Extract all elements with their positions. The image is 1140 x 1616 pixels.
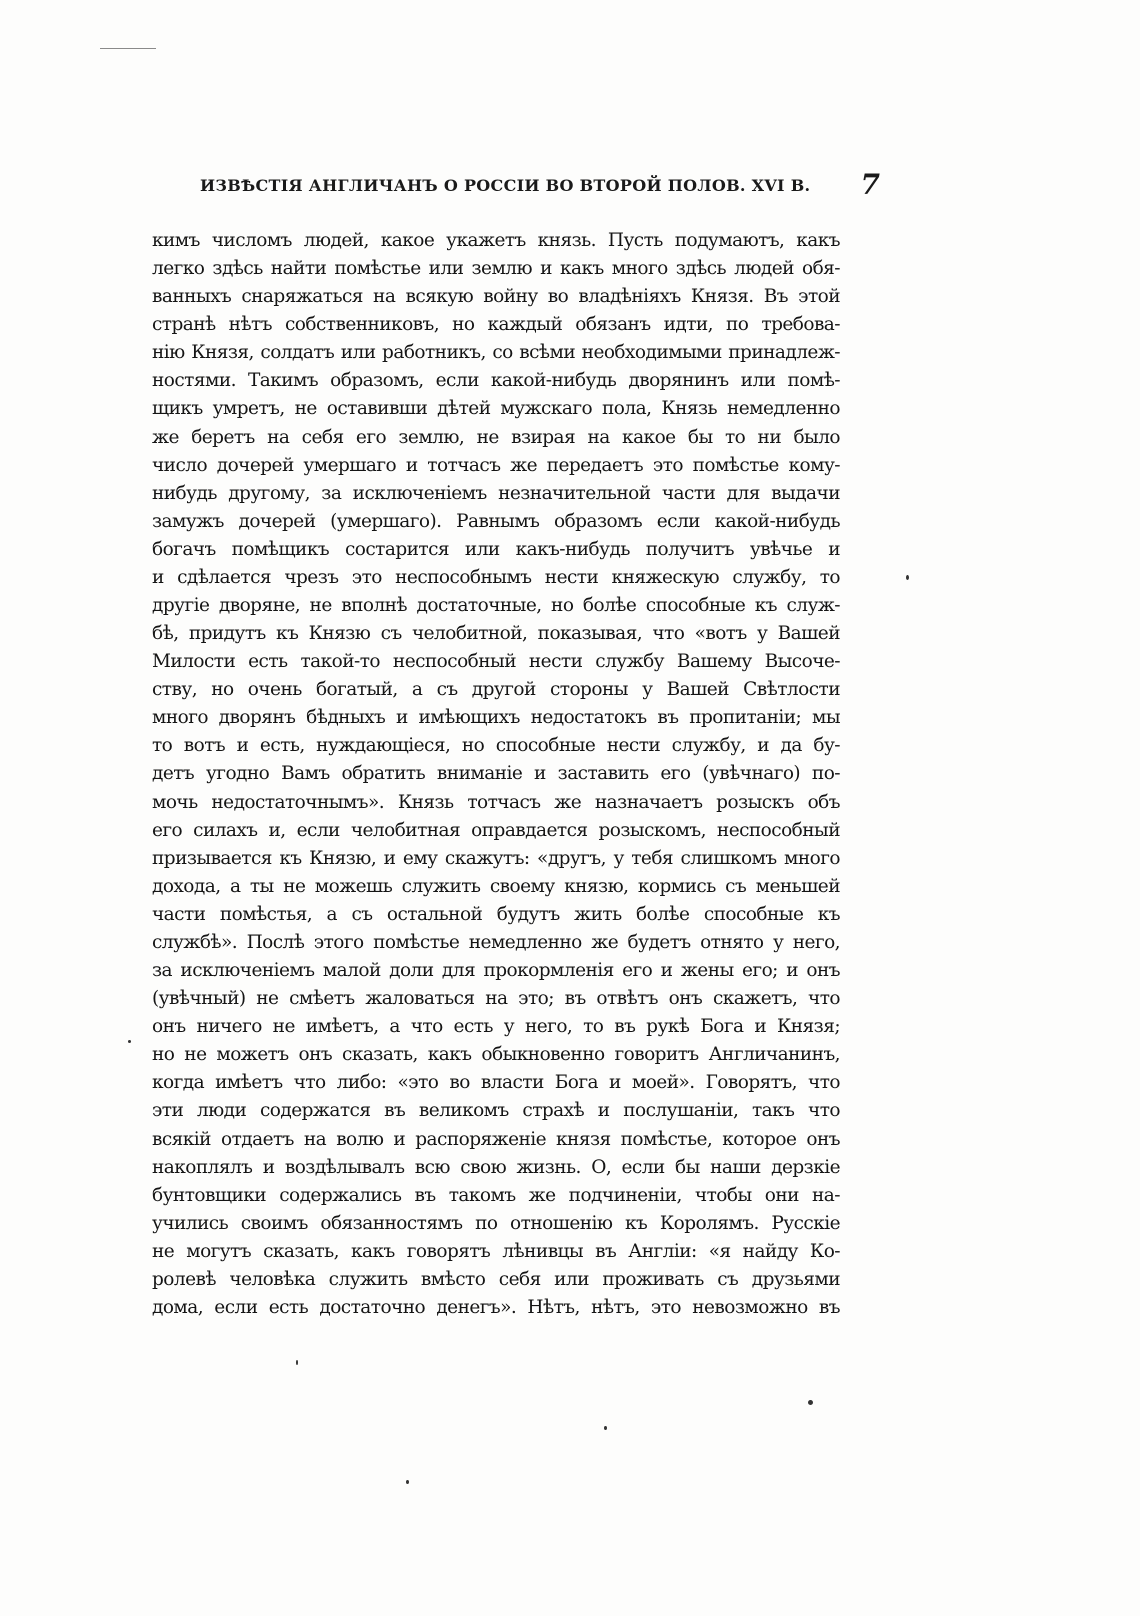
ink-speck [128,1040,131,1043]
text-line: эти люди содержатся въ великомъ страхѣ и послушаніи, такъ что [152,1100,840,1122]
text-line: много дворянъ бѣдныхъ и имѣющихъ недостатокъ въ пропитаніи; мы [152,707,840,729]
text-line: богачъ помѣщикъ состарится или какъ-нибудь получитъ увѣчье и [152,538,840,560]
top-rule [100,48,156,49]
text-line: мочь недостаточнымъ». Князь тотчасъ же назначаетъ розыскъ объ [152,791,840,813]
text-line: части помѣстья, а съ остальной будутъ жить болѣе способные къ [152,903,840,925]
ink-speck [296,1360,298,1365]
text-line: щикъ умретъ, не оставивши дѣтей мужскаго пола, Князь немедленно [152,398,840,420]
text-line: (увѣчный) не смѣетъ жаловаться на это; въ отвѣтъ онъ скажетъ, что [152,988,840,1010]
text-line: и сдѣлается чрезъ это неспособнымъ нести княжескую службу, то [152,566,840,588]
ink-speck [406,1480,409,1484]
text-line: ванныхъ снаряжаться на всякую войну во владѣніяхъ Князя. Въ этой [152,286,840,308]
text-line: ностями. Такимъ образомъ, если какой-нибудь дворянинъ или помѣ- [152,370,840,392]
ink-speck [906,575,909,580]
text-line: ству, но очень богатый, а съ другой стороны у Вашей Свѣтлости [152,679,840,701]
text-line: другіе дворяне, не вполнѣ достаточные, но болѣе способные къ служ- [152,595,840,617]
text-line: бунтовщики содержались въ такомъ же подчиненіи, чтобы они на- [152,1184,840,1206]
page-number: 7 [860,168,880,201]
text-line: онъ ничего не имѣетъ, а что есть у него, то въ рукѣ Бога и Князя; [152,1016,840,1038]
text-line: кимъ числомъ людей, какое укажетъ князь. Пусть подумаютъ, какъ [152,230,840,251]
text-line: но не можетъ онъ сказать, какъ обыкновенно говоритъ Англичанинъ, [152,1044,840,1066]
text-line: призывается къ Князю, и ему скажутъ: «другъ, у тебя слишкомъ много [152,847,840,869]
text-line: то вотъ и есть, нуждающіеся, но способные нести службу, и да бу- [152,735,840,757]
text-line: странѣ нѣтъ собственниковъ, но каждый обязанъ идти, по требова- [152,314,840,336]
text-line: службѣ». Послѣ этого помѣстье немедленно же будетъ отнято у него, [152,931,840,953]
text-line: за исключеніемъ малой доли для прокормленія его и жены его; и онъ [152,960,840,982]
text-line: дохода, а ты не можешь служить своему князю, кормись съ меньшей [152,875,840,897]
text-line: легко здѣсь найти помѣстье или землю и какъ много здѣсь людей обя- [152,258,840,280]
text-line: Милости есть такой-то неспособный нести службу Вашему Высоче- [152,651,840,673]
ink-speck [604,1426,607,1430]
text-line: нію Князя, солдатъ или работникъ, со всѣми необходимыми принадлеж- [152,342,840,364]
text-line: когда имѣетъ что либо: «это во власти Бога и моей». Говорятъ, что [152,1072,840,1094]
text-line: всякій отдаетъ на волю и распоряженіе князя помѣстье, которое онъ [152,1128,840,1150]
text-line: нибудь другому, за исключеніемъ незначительной части для выдачи [152,482,840,504]
text-line: число дочерей умершаго и тотчасъ же передаетъ это помѣстье кому- [152,454,840,476]
text-line: же беретъ на себя его землю, не взирая на какое бы то ни было [152,426,840,448]
text-line: замужъ дочерей (умершаго). Равнымъ образомъ если какой-нибудь [152,510,840,532]
text-line: бѣ, придутъ къ Князю съ челобитной, показывая, что «вотъ у Вашей [152,623,840,645]
running-head [200,168,880,201]
body-text [152,227,840,1322]
text-line: накоплялъ и воздѣлывалъ всю свою жизнь. О, если бы наши дерзкіе [152,1156,840,1178]
text-line: дома, если есть достаточно денегъ». Нѣтъ, нѣтъ, это невозможно въ [152,1296,840,1318]
text-line: не могутъ сказать, какъ говорятъ лѣнивцы въ Англіи: «я найду Ко- [152,1240,840,1262]
ink-speck [808,1400,813,1405]
text-line: детъ угодно Вамъ обратить вниманіе и заставить его (увѣчнаго) по- [152,763,840,785]
running-title: ИЗВѢСТІЯ АНГЛИЧАНЪ О РОССІИ ВО ВТОРОЙ ПОЛОВ. XVI В. [200,176,811,195]
text-line: его силахъ и, если челобитная оправдается розыскомъ, неспособный [152,819,840,841]
text-line: учились своимъ обязанностямъ по отношенію къ Королямъ. Русскіе [152,1212,840,1234]
text-line: ролевѣ человѣка служить вмѣсто себя или проживать съ друзьями [152,1268,840,1290]
